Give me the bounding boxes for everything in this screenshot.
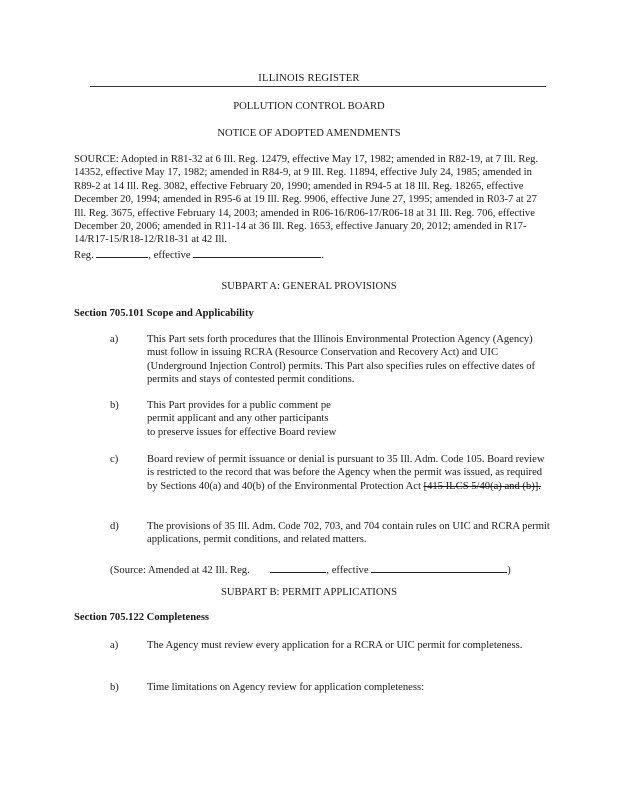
item-a-label: a) <box>110 334 119 345</box>
source-note <box>110 562 550 577</box>
header-rule <box>90 86 546 87</box>
item-b-line-2: permit applicant and any other participants <box>147 413 329 425</box>
source-note-suffix: ) <box>507 565 511 576</box>
source-note-effective-blank <box>371 562 507 573</box>
section-705-122-heading: Section 705.122 Completeness <box>74 612 210 623</box>
subpart-b-heading: SUBPART B: PERMIT APPLICATIONS <box>220 587 398 598</box>
source-note-prefix: (Source: Amended at 42 Ill. Reg. <box>110 565 250 576</box>
source-paragraph: SOURCE: Adopted in R81-32 at 6 Ill. Reg. 12479, effective May 17, 1982; amended in R82-19, at 7 Ill. Reg. 14352, effective May 17, 1982; amended in R84-9, at 9 Ill. Reg. 11894, effective July 24, 1985; amended in R89-2 at 14 Ill. Reg. 3082, effective February 20, 1990; amended in R94-5 at 18 Ill. Reg. 18265, effective December 20, 1994; amended in R95-6 at 19 Ill. Reg. 9906, effective June 27, 1995; amended in R03-7 at 27 Ill. Reg. 3675, effective February 14, 2003; amended in R06-16/R06-17/R06-18 at 31 Ill. Reg. 706, effective December 20, 2006; amended in R11-14 at 36 Ill. Reg. 1653, effective January 20, 2012; amended in R17-14/R17-15/R18-12/R18-31 at 42 Ill. Reg. , effective . <box>74 154 539 261</box>
source-note-mid: , effective <box>326 565 369 576</box>
source-note-reg-blank <box>270 562 326 573</box>
sec122-item-a-label: a) <box>110 640 119 651</box>
reg-prefix: Reg. <box>74 249 94 261</box>
subpart-a-heading: SUBPART A: GENERAL PROVISIONS <box>221 281 397 292</box>
source-text: SOURCE: Adopted in R81-32 at 6 Ill. Reg. 12479, effective May 17, 1982; amended in R82-19, at 7 Ill. Reg. 14352, effective May 17, 1982; amended in R84-9, at 9 Ill. Reg. 11894, effective July 24, 1985; amended in R89-2 at 14 Ill. Reg. 3082, effective February 20, 1990; amended in R94-5 at 18 Ill. Reg. 18265, effective December 20, 1994; amended in R95-6 at 19 Ill. Reg. 9906, effective June 27, 1995; amended in R03-7 at 27 Ill. Reg. 3675, effective February 14, 2003; amended in R06-16/R06-17/R06-18 at 31 Ill. Reg. 706, effective December 20, 2006; amended in R11-14 at 36 Ill. Reg. 1653, effective January 20, 2012; amended in R17-14/R17-15/R18-12/R18-31 at 42 Ill. <box>74 154 539 246</box>
item-a-text: This Part sets forth procedures that the Illinois Environmental Protection Agency (Agency) must follow in issuing RCRA (Resource Conservation and Recovery Act) and UIC (Underground Injection Control) permits. This Part also specifies rules on effective dates of permits and stays of contested permit conditions. <box>147 334 536 386</box>
board-title: POLLUTION CONTROL BOARD <box>233 101 385 112</box>
register-title: ILLINOIS REGISTER <box>258 73 360 84</box>
item-c-body: Board review of permit issuance or denial is pursuant to 35 Ill. Adm. Code 105. Board review is restricted to the record that was before the Agency when the permit was issued, as required by Sections 40(a) and 40(b) of the Environmental Protection Act <box>147 454 545 492</box>
item-b-text <box>147 399 551 439</box>
item-d-label: d) <box>110 521 119 532</box>
item-c-struck-citation: [415 ILCS 5/40(a) and (b)]. <box>423 480 541 492</box>
notice-title: NOTICE OF ADOPTED AMENDMENTS <box>217 128 401 139</box>
effective-label: , effective <box>148 249 191 261</box>
effective-blank <box>193 247 321 258</box>
item-b-line-3: to preserve issues for effective Board review <box>147 426 337 438</box>
reg-blank <box>96 247 148 258</box>
item-c-text <box>147 453 551 493</box>
sec122-item-a-text: The Agency must review every application for a RCRA or UIC permit for completeness. <box>147 640 523 651</box>
item-c-label: c) <box>110 454 119 465</box>
item-b-line-1: This Part provides for a public comment pe <box>147 400 331 411</box>
section-705-101-heading: Section 705.101 Scope and Applicability <box>74 308 254 319</box>
item-b-label: b) <box>110 400 119 411</box>
sec122-item-b-text: Time limitations on Agency review for application completeness: <box>147 682 425 693</box>
item-d-text: The provisions of 35 Ill. Adm. Code 702, 703, and 704 contain rules on UIC and RCRA permit applications, permit conditions, and related matters. <box>147 521 550 546</box>
sec122-item-b-label: b) <box>110 682 119 693</box>
